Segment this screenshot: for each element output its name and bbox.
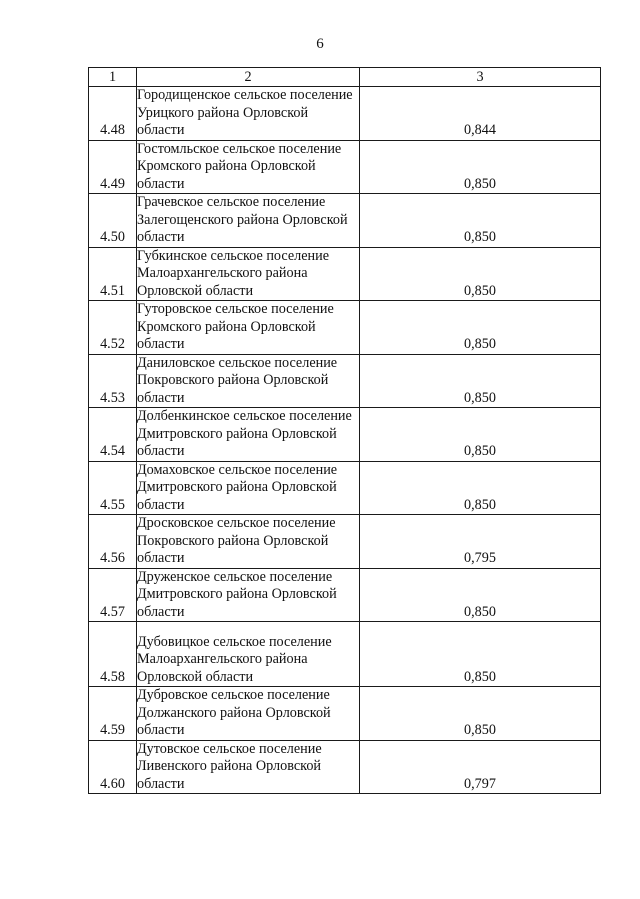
column-header-value: 3 <box>360 68 601 87</box>
table-row <box>89 461 601 515</box>
row-number: 4.56 <box>89 515 137 569</box>
table-row <box>89 687 601 741</box>
table-row <box>89 194 601 248</box>
settlements-table <box>88 67 601 794</box>
coefficient-value: 0,850 <box>360 568 601 622</box>
row-number: 4.60 <box>89 740 137 794</box>
coefficient-value: 0,850 <box>360 140 601 194</box>
coefficient-value: 0,795 <box>360 515 601 569</box>
settlement-name: Гостомльское сельское поселение Кромского района Орловской области <box>137 140 360 194</box>
settlement-name: Грачевское сельское поселение Залегощенского района Орловской области <box>137 194 360 248</box>
table-header-row <box>89 68 601 87</box>
coefficient-value: 0,850 <box>360 247 601 301</box>
settlement-name: Дубровское сельское поселение Должанского района Орловской области <box>137 687 360 741</box>
settlement-name: Друженское сельское поселение Дмитровского района Орловской области <box>137 568 360 622</box>
table-row <box>89 515 601 569</box>
column-header-name: 2 <box>137 68 360 87</box>
table-row <box>89 247 601 301</box>
settlement-name: Долбенкинское сельское поселение Дмитровского района Орловской области <box>137 408 360 462</box>
row-number: 4.50 <box>89 194 137 248</box>
table-row <box>89 740 601 794</box>
coefficient-value: 0,850 <box>360 622 601 687</box>
row-number: 4.49 <box>89 140 137 194</box>
settlement-name: Городищенское сельское поселение Урицкого района Орловской области <box>137 87 360 141</box>
settlement-name: Даниловское сельское поселение Покровского района Орловской области <box>137 354 360 408</box>
coefficient-value: 0,844 <box>360 87 601 141</box>
settlement-name: Домаховское сельское поселение Дмитровского района Орловской области <box>137 461 360 515</box>
settlement-name: Губкинское сельское поселение Малоархангельского района Орловской области <box>137 247 360 301</box>
table-row <box>89 568 601 622</box>
table-row <box>89 408 601 462</box>
row-number: 4.48 <box>89 87 137 141</box>
coefficient-value: 0,850 <box>360 194 601 248</box>
table-row <box>89 354 601 408</box>
row-number: 4.53 <box>89 354 137 408</box>
settlement-name: Гуторовское сельское поселение Кромского района Орловской области <box>137 301 360 355</box>
coefficient-value: 0,797 <box>360 740 601 794</box>
page-number: 6 <box>316 36 324 52</box>
coefficient-value: 0,850 <box>360 408 601 462</box>
coefficient-value: 0,850 <box>360 354 601 408</box>
table-row <box>89 87 601 141</box>
row-number: 4.52 <box>89 301 137 355</box>
row-number: 4.59 <box>89 687 137 741</box>
settlement-name: Дросковское сельское поселение Покровского района Орловской области <box>137 515 360 569</box>
coefficient-value: 0,850 <box>360 687 601 741</box>
coefficient-value: 0,850 <box>360 301 601 355</box>
settlement-name: Дубовицкое сельское поселение Малоархангельского района Орловской области <box>137 622 360 687</box>
row-number: 4.54 <box>89 408 137 462</box>
table-row <box>89 301 601 355</box>
table-row <box>89 140 601 194</box>
table-row <box>89 622 601 687</box>
row-number: 4.51 <box>89 247 137 301</box>
settlement-name: Дутовское сельское поселение Ливенского района Орловской области <box>137 740 360 794</box>
row-number: 4.58 <box>89 622 137 687</box>
column-header-number: 1 <box>89 68 137 87</box>
coefficient-value: 0,850 <box>360 461 601 515</box>
row-number: 4.55 <box>89 461 137 515</box>
row-number: 4.57 <box>89 568 137 622</box>
